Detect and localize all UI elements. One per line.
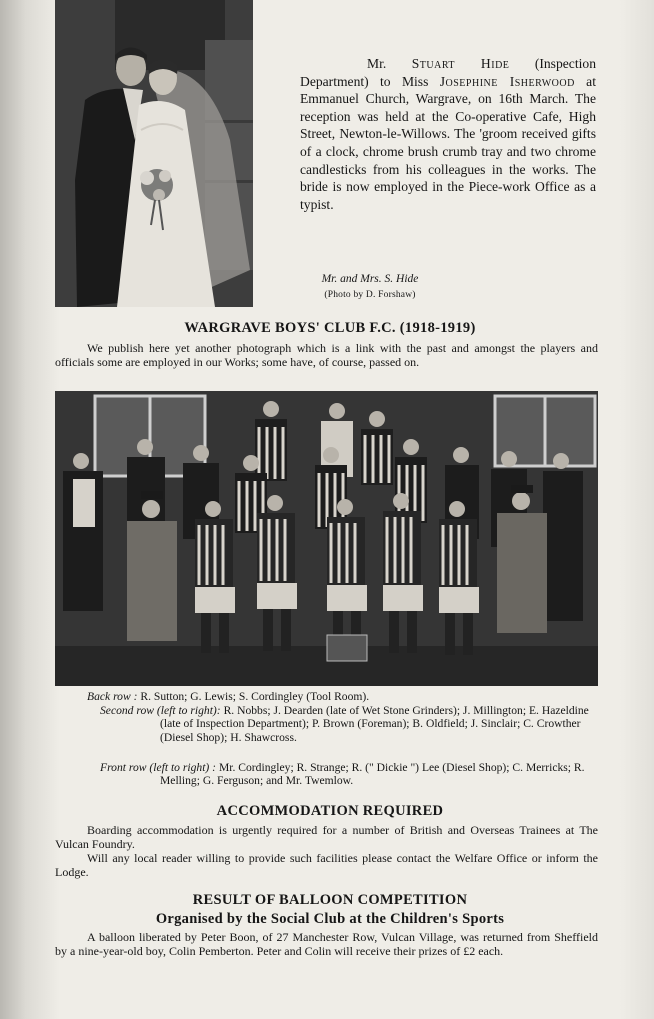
- front-row-label: Front row (left to right) :: [100, 761, 217, 774]
- second-row-names: R. Nobbs; J. Dearden (late of Wet Stone Grinders); J. Millington; E. Hazeldine (late of Inspection Department); P. Brown (Foreman); B. Oldfield; J. Sinclair; C. Crowther (Diesel Shop); H. Shawcross.: [160, 704, 589, 744]
- wedding-text-2: at Emmanuel Church, Wargrave, on 16th March. The reception was held at the Co-operative Cafe, High Street, Newton-le-Willows. The 'groom received gifts of a clock, chrome brush crumb tray and two chrome candlesticks from his colleagues in the works. The bride is now employed in the Piece-work Office as a typist.: [300, 73, 596, 212]
- accommodation-para-2: Will any local reader willing to provide such facilities please contact the Welfare Office or inform the Lodge.: [55, 851, 598, 879]
- second-row-roster: [100, 704, 599, 744]
- balloon-heading: RESULT OF BALLOON COMPETITION: [192, 892, 468, 908]
- balloon-subheading: Organised by the Social Club at the Children's Sports: [155, 911, 505, 927]
- back-row-roster: [87, 690, 654, 703]
- boys-club-heading: WARGRAVE BOYS' CLUB F.C. (1918-1919): [184, 320, 476, 336]
- wedding-photo-credit: (Photo by D. Forshaw): [324, 290, 416, 300]
- accommodation-para-1: Boarding accommodation is urgently required for a number of British and Overseas Trainees at The Vulcan Foundry.: [55, 823, 598, 851]
- front-row-names: Mr. Cordingley; R. Strange; R. (" Dickie ") Lee (Diesel Shop); C. Merricks; R. Melling; G. Ferguson; and Mr. Twemlow.: [160, 761, 585, 788]
- groom-name: Stuart Hide: [411, 56, 510, 71]
- second-row-label: Second row (left to right):: [100, 704, 221, 717]
- back-row-names: R. Sutton; G. Lewis; S. Cordingley (Tool Room).: [140, 690, 370, 703]
- team-photo: [55, 391, 598, 686]
- accommodation-heading: ACCOMMODATION REQUIRED: [216, 803, 444, 819]
- wedding-text-1: (Inspection Department) to Miss: [300, 56, 596, 89]
- front-row-roster: [100, 761, 599, 788]
- wedding-announcement: [300, 55, 596, 213]
- bride-name: Josephine Isherwood: [439, 73, 575, 89]
- balloon-para: A balloon liberated by Peter Boon, of 27 Manchester Row, Vulcan Village, was returned from Sheffield by a nine-year-old boy, Colin Pemberton. Peter and Colin will receive their prizes of £2 each.: [55, 930, 598, 958]
- wedding-caption: Mr. and Mrs. S. Hide: [321, 273, 419, 285]
- groom-title: Mr.: [367, 56, 387, 71]
- boys-club-intro: We publish here yet another photograph which is a link with the past and amongst the players and officials some are employed in our Works; some have, of course, passed on.: [55, 341, 598, 369]
- back-row-label: Back row :: [87, 690, 138, 703]
- wedding-photo: [55, 0, 253, 307]
